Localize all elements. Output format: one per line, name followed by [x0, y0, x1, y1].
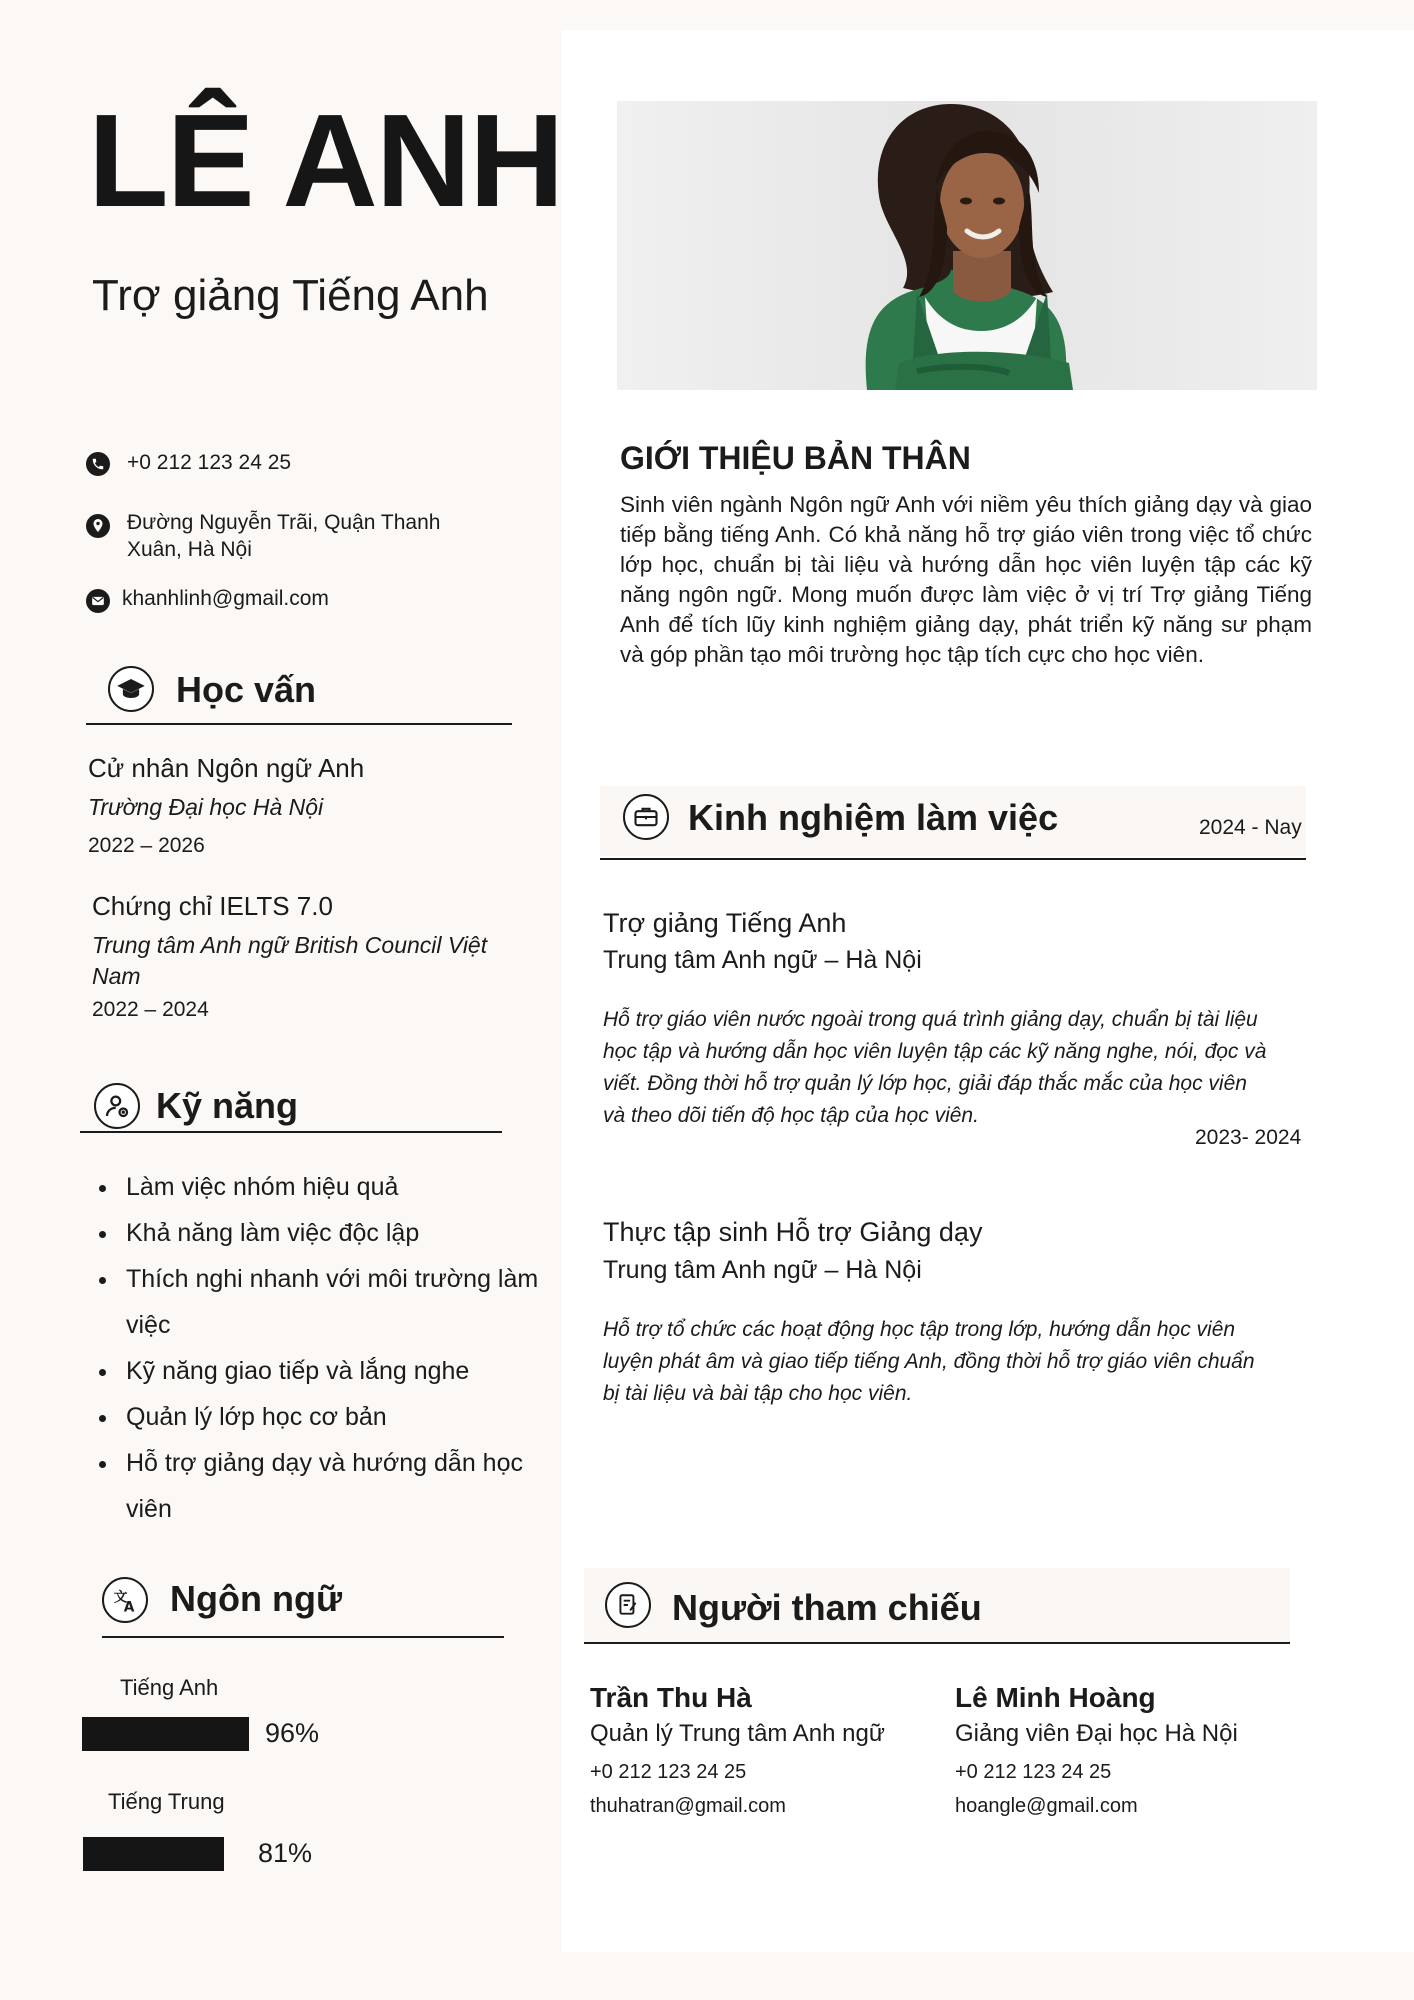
- languages-heading: Ngôn ngữ: [170, 1578, 343, 1619]
- experience-divider: [600, 858, 1306, 860]
- experience-heading: Kinh nghiệm làm việc: [688, 797, 1059, 838]
- reference-phone: +0 212 123 24 25: [955, 1761, 1112, 1783]
- skill-item: • Làm việc nhóm hiệu quả: [120, 1164, 560, 1210]
- education-degree: Chứng chỉ IELTS 7.0: [92, 891, 333, 921]
- about-heading: GIỚI THIỆU BẢN THÂN: [620, 440, 971, 476]
- skills-heading: Kỹ năng: [156, 1085, 299, 1126]
- job-title: Trợ giảng Tiếng Anh: [603, 908, 847, 938]
- skill-item: • Kỹ năng giao tiếp và lắng nghe: [120, 1348, 560, 1394]
- job-description: Hỗ trợ tổ chức các hoạt động học tập trong lớp, hướng dẫn học viên luyện phát âm và giao tiếp tiếng Anh, đồng thời hỗ trợ giáo viên chuẩn bị tài liệu và bài tập cho học viên.: [603, 1318, 1255, 1405]
- svg-text:A: A: [123, 1599, 135, 1615]
- references-heading: Người tham chiếu: [672, 1587, 982, 1628]
- graduation-cap-icon: [108, 666, 154, 712]
- reference-email: hoangle@gmail.com: [955, 1795, 1138, 1817]
- reference-document-icon: [605, 1582, 651, 1628]
- candidate-role: Trợ giảng Tiếng Anh: [92, 271, 489, 320]
- candidate-name: LÊ ANH: [88, 87, 563, 234]
- education-degree: Cử nhân Ngôn ngữ Anh: [88, 753, 365, 783]
- reference-name: Trần Thu Hà: [590, 1682, 752, 1713]
- about-text: Sinh viên ngành Ngôn ngữ Anh với niềm yêu thích giảng dạy và giao tiếp bằng tiếng Anh. Có khả năng hỗ trợ giáo viên trong việc tổ chức lớp học, chuẩn bị tài liệu và hướng dẫn học viên luyện tập các kỹ năng ngôn ngữ. Mong muốn được làm việc ở vị trí Trợ giảng Tiếng Anh để tích lũy kinh nghiệm giảng dạy, phát triển kỹ năng sư phạm và góp phần tạo môi trường học tập tích cực cho học viên.: [620, 492, 1312, 667]
- language-percent: 81%: [258, 1838, 313, 1868]
- job-period: 2023- 2024: [1195, 1126, 1302, 1149]
- education-school: Trung tâm Anh ngữ British Council Việt Nam: [92, 932, 488, 990]
- language-level-bar: [83, 1837, 224, 1871]
- contact-phone: +0 212 123 24 25: [127, 451, 292, 474]
- language-percent: 96%: [265, 1718, 320, 1748]
- translate-icon: [102, 1577, 148, 1623]
- location-icon: [86, 514, 110, 538]
- language-name: Tiếng Anh: [120, 1675, 219, 1700]
- reference-role: Giảng viên Đại học Hà Nội: [955, 1720, 1238, 1747]
- job-title: Thực tập sinh Hỗ trợ Giảng dạy: [603, 1217, 983, 1247]
- job-description: Hỗ trợ giáo viên nước ngoài trong quá trình giảng dạy, chuẩn bị tài liệu học tập và hướng dẫn học viên luyện tập các kỹ năng nghe, nói, đọc và viết. Đồng thời hỗ trợ quản lý lớp học, giải đáp thắc mắc của học viên và theo dõi tiến độ học tập của học viên.: [603, 1008, 1267, 1127]
- education-school: Trường Đại học Hà Nội: [88, 794, 324, 820]
- skills-list: [92, 1164, 560, 1532]
- skill-item: • Quản lý lớp học cơ bản: [120, 1394, 560, 1440]
- language-name: Tiếng Trung: [108, 1789, 225, 1814]
- skills-user-icon: [94, 1083, 140, 1129]
- contact-email: khanhlinh@gmail.com: [122, 587, 329, 610]
- reference-email: thuhatran@gmail.com: [590, 1795, 786, 1817]
- skills-divider: [80, 1131, 502, 1133]
- education-heading: Học vấn: [176, 669, 317, 710]
- reference-name: Lê Minh Hoàng: [955, 1682, 1156, 1713]
- education-years: 2022 – 2024: [92, 998, 209, 1021]
- skill-item: • Khả năng làm việc độc lập: [120, 1210, 560, 1256]
- contact-address: Đường Nguyễn Trãi, Quận Thanh Xuân, Hà Nội: [127, 511, 441, 562]
- language-level-bar: [82, 1717, 249, 1751]
- svg-text:文: 文: [113, 1589, 128, 1606]
- job-organization: Trung tâm Anh ngữ – Hà Nội: [603, 946, 922, 974]
- briefcase-icon: [623, 794, 669, 840]
- skill-item: • Hỗ trợ giảng dạy và hướng dẫn học viên: [120, 1440, 560, 1532]
- email-icon: [86, 589, 110, 613]
- reference-role: Quản lý Trung tâm Anh ngữ: [590, 1720, 885, 1747]
- skill-item: • Thích nghi nhanh với môi trường làm việc: [120, 1256, 560, 1348]
- reference-phone: +0 212 123 24 25: [590, 1761, 747, 1783]
- references-divider: [584, 1642, 1290, 1644]
- job-organization: Trung tâm Anh ngữ – Hà Nội: [603, 1256, 922, 1284]
- profile-photo: [617, 101, 1317, 390]
- languages-divider: [102, 1636, 504, 1638]
- education-divider: [86, 723, 512, 725]
- phone-icon: [86, 452, 110, 476]
- education-years: 2022 – 2026: [88, 834, 205, 857]
- job-period: 2024 - Nay: [1199, 816, 1302, 839]
